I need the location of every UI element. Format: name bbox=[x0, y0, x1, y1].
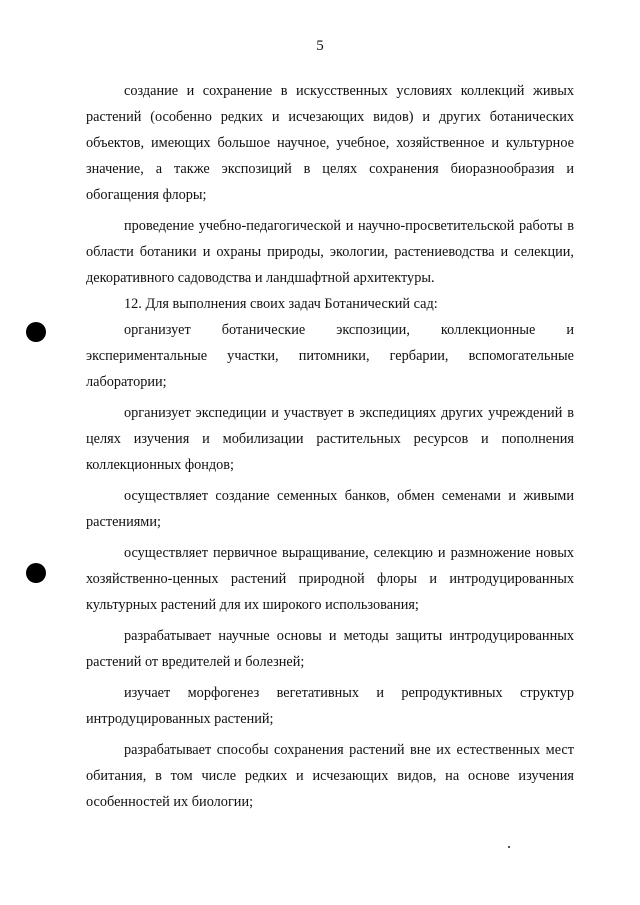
paragraph-expeditions: организует экспедиции и участвует в экспедициях других учреждений в целях изучения и мобилизации растительных ресурсов и пополнения коллекционных фондов; bbox=[86, 405, 574, 473]
paragraph-protection: разрабатывает научные основы и методы защиты интродуцированных растений от вредителей и болезней; bbox=[86, 628, 574, 670]
paragraph-seed-banks: осуществляет создание семенных банков, обмен семенами и живыми растениями; bbox=[86, 488, 574, 530]
punch-hole-bottom bbox=[26, 563, 46, 583]
scan-speck bbox=[508, 846, 510, 848]
paragraph-conservation: разрабатывает способы сохранения растений вне их естественных мест обитания, в том числе редких и исчезающих видов, на основе изучения особенностей их биологии; bbox=[86, 742, 574, 810]
punch-hole-top bbox=[26, 322, 46, 342]
paragraph-education: проведение учебно-педагогической и научно-просветительской работы в области ботаники и охраны природы, экологии, растениеводства и селекции, декоративного садоводства и ландшафтной архитектуры. bbox=[86, 218, 574, 286]
paragraph-morphogenesis: изучает морфогенез вегетативных и репродуктивных структур интродуцированных растений; bbox=[86, 685, 574, 727]
paragraph-item-12: 12. Для выполнения своих задач Ботанический сад: bbox=[124, 296, 438, 312]
paragraph-cultivation: осуществляет первичное выращивание, селекцию и размножение новых хозяйственно-ценных растений природной флоры и интродуцированных культурных растений для их широкого использования; bbox=[86, 545, 574, 613]
page-number: 5 bbox=[316, 38, 324, 54]
paragraph-organizes-expositions: организует ботанические экспозиции, коллекционные и экспериментальные участки, питомники, гербарии, вспомогательные лаборатории; bbox=[86, 322, 574, 390]
paragraph-collections: создание и сохранение в искусственных условиях коллекций живых растений (особенно редких и исчезающих видов) и других ботанических объектов, имеющих большое научное, учебное, хозяйственное и культурное значение, а также экспозиций в целях сохранения биоразнообразия и обогащения флоры; bbox=[86, 83, 574, 203]
document-body bbox=[86, 78, 574, 815]
